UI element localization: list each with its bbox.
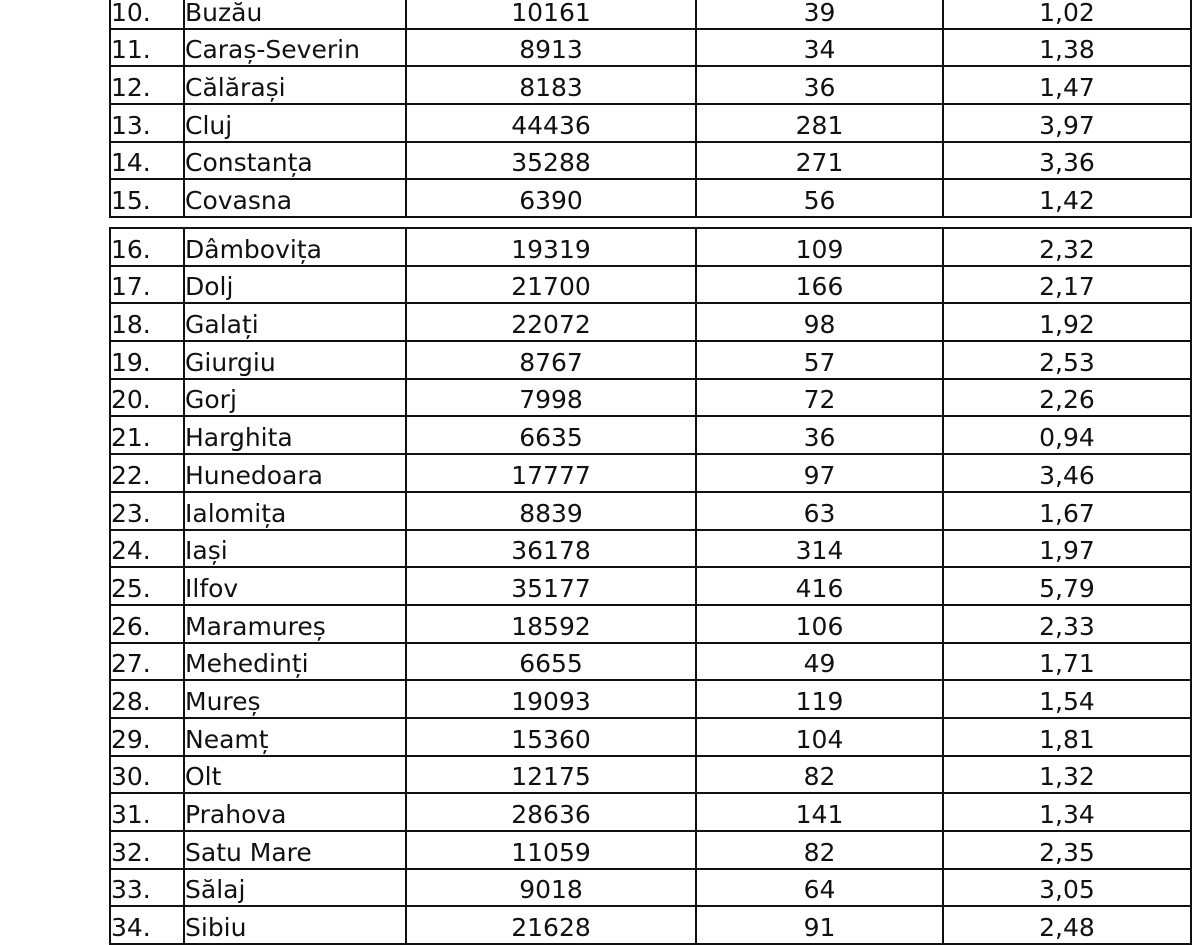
county-name-cell [184,492,406,530]
row-number-cell [110,228,184,266]
value-2-cell-text: 106 [795,611,844,641]
table-row [110,680,1191,718]
county-name-cell-text: Caraș-Severin [185,35,360,65]
value-2-cell [696,869,943,907]
value-1-cell-text: 15360 [511,724,591,754]
county-name-cell [184,680,406,718]
county-table-bottom [109,227,1192,945]
table-row [110,567,1191,605]
value-2-cell-text: 98 [803,310,836,340]
value-2-cell [696,66,943,104]
row-number-cell [110,104,184,142]
value-2-cell-text: 82 [803,762,836,792]
value-3-cell-text: 1,92 [1039,310,1095,340]
county-name-cell [184,454,406,492]
county-name-cell [184,142,406,180]
value-2-cell-text: 63 [803,498,836,528]
row-number-cell-text: 25. [111,573,151,603]
table-row [110,454,1191,492]
value-3-cell-text: 3,46 [1039,460,1095,490]
county-name-cell [184,869,406,907]
value-3-cell [943,341,1191,379]
row-number-cell [110,718,184,756]
table-row [110,266,1191,304]
value-3-cell-text: 3,36 [1039,148,1095,178]
row-number-cell-text: 15. [111,186,151,216]
value-1-cell-text: 18592 [511,611,591,641]
value-2-cell [696,906,943,944]
value-3-cell [943,492,1191,530]
value-1-cell [406,530,696,568]
county-name-cell-text: Călărași [185,73,286,103]
value-1-cell [406,379,696,417]
table-row [110,643,1191,681]
value-1-cell [406,793,696,831]
row-number-cell [110,303,184,341]
value-1-cell [406,567,696,605]
value-2-cell-text: 36 [803,73,836,103]
county-name-cell-text: Gorj [185,385,237,415]
county-name-cell [184,0,406,29]
row-number-cell [110,142,184,180]
row-number-cell-text: 30. [111,762,151,792]
county-name-cell [184,906,406,944]
row-number-cell-text: 24. [111,536,151,566]
value-3-cell [943,228,1191,266]
value-1-cell [406,303,696,341]
value-1-cell [406,341,696,379]
county-name-cell-text: Ilfov [185,573,239,603]
value-1-cell [406,142,696,180]
value-3-cell [943,567,1191,605]
value-3-cell [943,0,1191,29]
value-2-cell [696,228,943,266]
value-3-cell [943,416,1191,454]
county-name-cell [184,567,406,605]
table-row [110,179,1191,217]
value-1-cell [406,643,696,681]
value-2-cell [696,530,943,568]
row-number-cell [110,0,184,29]
county-name-cell-text: Buzău [185,0,263,27]
row-number-cell-text: 31. [111,800,151,829]
value-1-cell [406,104,696,142]
county-name-cell [184,605,406,643]
row-number-cell [110,66,184,104]
value-1-cell [406,605,696,643]
value-1-cell-text: 6390 [519,186,583,216]
value-1-cell [406,831,696,869]
table-row [110,228,1191,266]
value-2-cell [696,379,943,417]
value-1-cell-text: 8767 [519,347,583,377]
value-3-cell [943,29,1191,67]
value-2-cell-text: 72 [803,385,836,415]
value-3-cell [943,756,1191,794]
row-number-cell [110,756,184,794]
row-number-cell-text: 29. [111,724,151,754]
county-name-cell [184,179,406,217]
county-name-cell [184,66,406,104]
value-1-cell [406,416,696,454]
county-name-cell-text: Neamț [185,724,269,754]
value-1-cell-text: 8913 [519,35,583,65]
value-2-cell [696,831,943,869]
value-3-cell-text: 1,34 [1039,800,1095,829]
value-3-cell [943,303,1191,341]
county-name-cell-text: Dâmbovița [185,234,322,264]
county-name-cell-text: Satu Mare [185,837,312,867]
table-row [110,831,1191,869]
value-3-cell [943,104,1191,142]
value-1-cell-text: 36178 [511,536,591,566]
value-2-cell [696,104,943,142]
value-3-cell [943,643,1191,681]
value-1-cell-text: 9018 [519,875,583,905]
county-name-cell-text: Dolj [185,272,234,302]
table-row [110,142,1191,180]
county-name-cell [184,530,406,568]
value-2-cell-text: 109 [795,234,844,264]
table-row [110,718,1191,756]
county-name-cell-text: Cluj [185,110,233,140]
value-2-cell-text: 271 [795,148,844,178]
row-number-cell [110,492,184,530]
value-2-cell-text: 91 [803,913,836,943]
county-name-cell-text: Giurgiu [185,347,276,377]
county-name-cell-text: Mehedinți [185,649,309,679]
value-3-cell-text: 1,42 [1039,186,1095,216]
value-2-cell [696,567,943,605]
value-2-cell [696,266,943,304]
value-1-cell [406,756,696,794]
value-2-cell-text: 82 [803,837,836,867]
row-number-cell-text: 28. [111,686,151,716]
value-3-cell [943,906,1191,944]
value-3-cell-text: 1,47 [1039,73,1095,103]
value-3-cell [943,66,1191,104]
value-1-cell-text: 19093 [511,686,591,716]
value-1-cell [406,179,696,217]
row-number-cell [110,341,184,379]
table-row [110,379,1191,417]
value-2-cell-text: 166 [795,272,844,302]
value-1-cell-text: 21628 [511,913,591,943]
value-1-cell [406,492,696,530]
value-1-cell-text: 7998 [519,385,583,415]
value-2-cell-text: 36 [803,423,836,453]
county-name-cell-text: Sibiu [185,913,247,943]
row-number-cell [110,906,184,944]
row-number-cell-text: 11. [111,35,151,65]
value-2-cell [696,0,943,29]
value-2-cell [696,179,943,217]
value-1-cell-text: 22072 [511,310,591,340]
value-2-cell [696,793,943,831]
county-name-cell-text: Iași [185,536,228,566]
value-3-cell-text: 2,53 [1039,347,1095,377]
value-2-cell [696,643,943,681]
table-row [110,29,1191,67]
table-body [110,228,1191,944]
value-2-cell [696,756,943,794]
value-3-cell [943,869,1191,907]
row-number-cell-text: 32. [111,837,151,867]
row-number-cell-text: 26. [111,611,151,641]
value-2-cell-text: 34 [803,35,836,65]
county-name-cell-text: Galați [185,310,259,340]
value-1-cell-text: 8183 [519,73,583,103]
value-3-cell-text: 3,05 [1039,875,1095,905]
value-2-cell-text: 104 [795,724,844,754]
value-3-cell-text: 2,32 [1039,234,1095,264]
value-3-cell [943,605,1191,643]
value-2-cell [696,341,943,379]
row-number-cell-text: 22. [111,460,151,490]
value-1-cell-text: 35288 [511,148,591,178]
value-1-cell-text: 6655 [519,649,583,679]
county-name-cell [184,793,406,831]
value-1-cell-text: 11059 [511,837,591,867]
county-name-cell-text: Ialomița [185,498,287,528]
value-2-cell [696,454,943,492]
value-1-cell-text: 28636 [511,800,591,829]
value-2-cell-text: 141 [795,800,844,829]
value-2-cell-text: 314 [795,536,844,566]
value-1-cell-text: 35177 [511,573,591,603]
value-2-cell [696,492,943,530]
table-row [110,0,1191,29]
county-name-cell-text: Mureș [185,686,261,716]
value-2-cell [696,416,943,454]
value-2-cell [696,303,943,341]
value-1-cell [406,718,696,756]
county-name-cell [184,228,406,266]
value-1-cell-text: 21700 [511,272,591,302]
table-row [110,104,1191,142]
value-1-cell [406,29,696,67]
county-name-cell [184,104,406,142]
county-name-cell [184,416,406,454]
county-name-cell [184,29,406,67]
value-3-cell-text: 1,97 [1039,536,1095,566]
table-row [110,869,1191,907]
row-number-cell [110,567,184,605]
table-row [110,416,1191,454]
table-row [110,530,1191,568]
value-3-cell [943,454,1191,492]
county-name-cell-text: Prahova [185,800,287,829]
value-2-cell [696,29,943,67]
table-row [110,341,1191,379]
value-1-cell-text: 6635 [519,423,583,453]
county-name-cell [184,341,406,379]
row-number-cell-text: 21. [111,423,151,453]
value-2-cell [696,605,943,643]
row-number-cell-text: 17. [111,272,151,302]
row-number-cell [110,454,184,492]
table-row [110,906,1191,944]
value-3-cell-text: 1,71 [1039,649,1095,679]
table-row [110,66,1191,104]
value-2-cell [696,718,943,756]
value-3-cell-text: 2,26 [1039,385,1095,415]
value-1-cell [406,228,696,266]
row-number-cell [110,379,184,417]
county-name-cell [184,643,406,681]
value-3-cell-text: 2,35 [1039,837,1095,867]
table-row [110,793,1191,831]
row-number-cell [110,266,184,304]
value-2-cell-text: 57 [803,347,836,377]
value-3-cell-text: 2,33 [1039,611,1095,641]
value-1-cell [406,266,696,304]
value-2-cell-text: 39 [803,0,836,27]
value-3-cell-text: 1,67 [1039,498,1095,528]
value-1-cell-text: 44436 [511,110,591,140]
value-3-cell [943,266,1191,304]
row-number-cell-text: 34. [111,913,151,943]
row-number-cell [110,416,184,454]
row-number-cell [110,643,184,681]
county-name-cell-text: Maramureș [185,611,326,641]
value-3-cell [943,142,1191,180]
value-3-cell [943,179,1191,217]
county-table-top [109,0,1192,218]
row-number-cell [110,530,184,568]
value-1-cell-text: 8839 [519,498,583,528]
value-2-cell [696,680,943,718]
value-3-cell [943,718,1191,756]
row-number-cell [110,29,184,67]
row-number-cell [110,605,184,643]
value-3-cell [943,379,1191,417]
county-name-cell-text: Constanța [185,148,313,178]
value-3-cell-text: 2,17 [1039,272,1095,302]
value-3-cell [943,530,1191,568]
county-name-cell [184,379,406,417]
county-name-cell-text: Harghita [185,423,293,453]
value-1-cell [406,66,696,104]
row-number-cell-text: 14. [111,148,151,178]
value-2-cell-text: 416 [795,573,844,603]
row-number-cell [110,831,184,869]
row-number-cell-text: 12. [111,73,151,103]
row-number-cell-text: 27. [111,649,151,679]
table-row [110,605,1191,643]
row-number-cell [110,179,184,217]
value-3-cell [943,831,1191,869]
value-3-cell-text: 1,38 [1039,35,1095,65]
county-name-cell-text: Sălaj [185,875,246,905]
table-row [110,303,1191,341]
row-number-cell [110,793,184,831]
value-3-cell-text: 1,54 [1039,686,1095,716]
county-name-cell [184,756,406,794]
value-3-cell-text: 3,97 [1039,110,1095,140]
value-2-cell-text: 49 [803,649,836,679]
value-1-cell-text: 10161 [511,0,591,27]
row-number-cell-text: 23. [111,498,151,528]
row-number-cell-text: 19. [111,347,151,377]
value-3-cell-text: 2,48 [1039,913,1095,943]
row-number-cell [110,680,184,718]
row-number-cell-text: 10. [111,0,151,27]
row-number-cell-text: 13. [111,110,151,140]
county-name-cell-text: Hunedoara [185,460,323,490]
county-name-cell [184,718,406,756]
value-3-cell [943,680,1191,718]
value-3-cell-text: 1,81 [1039,724,1095,754]
value-2-cell-text: 97 [803,460,836,490]
value-1-cell [406,906,696,944]
value-1-cell-text: 17777 [511,460,591,490]
row-number-cell-text: 33. [111,875,151,905]
value-2-cell-text: 119 [795,686,844,716]
value-3-cell-text: 1,32 [1039,762,1095,792]
value-3-cell-text: 0,94 [1039,423,1095,453]
value-3-cell [943,793,1191,831]
county-name-cell [184,303,406,341]
value-1-cell [406,869,696,907]
value-1-cell [406,680,696,718]
row-number-cell [110,869,184,907]
value-2-cell-text: 56 [803,186,836,216]
table-row [110,756,1191,794]
value-1-cell [406,454,696,492]
value-2-cell-text: 281 [795,110,844,140]
value-1-cell-text: 19319 [511,234,591,264]
county-name-cell-text: Olt [185,762,222,792]
value-1-cell-text: 12175 [511,762,591,792]
county-name-cell [184,266,406,304]
row-number-cell-text: 16. [111,234,151,264]
table-body [110,0,1191,217]
value-2-cell [696,142,943,180]
table-row [110,492,1191,530]
value-3-cell-text: 1,02 [1039,0,1095,27]
county-name-cell-text: Covasna [185,186,293,216]
value-3-cell-text: 5,79 [1039,573,1095,603]
value-1-cell [406,0,696,29]
value-2-cell-text: 64 [803,875,836,905]
row-number-cell-text: 18. [111,310,151,340]
row-number-cell-text: 20. [111,385,151,415]
county-name-cell [184,831,406,869]
